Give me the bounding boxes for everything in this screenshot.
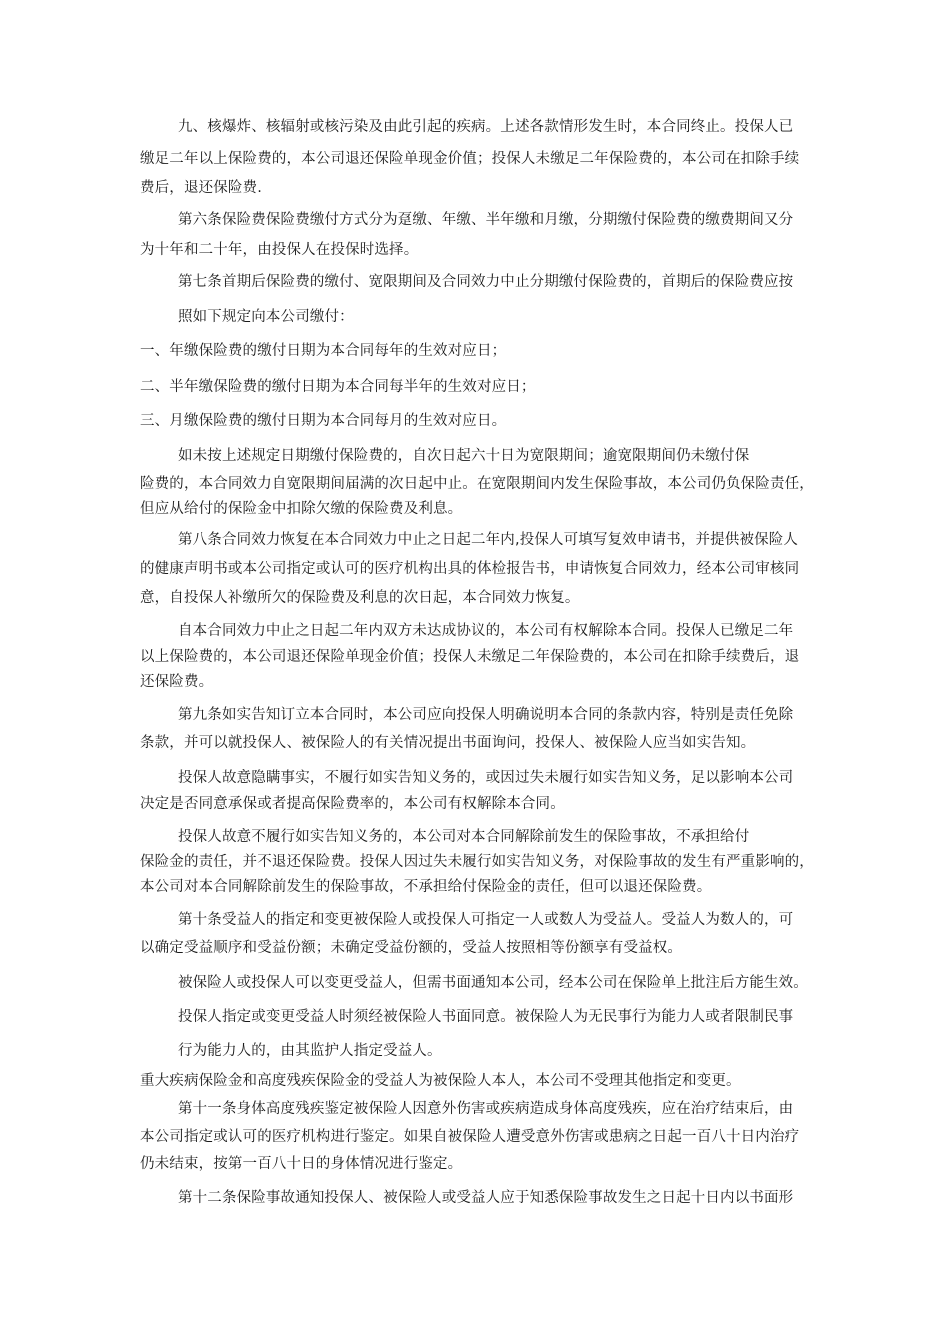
text-line: 照如下规定向本公司缴付： — [178, 309, 354, 325]
text-line: 三、月缴保险费的缴付日期为本合同每月的生效对应日。 — [140, 413, 507, 429]
text-line: 意，自投保人补缴所欠的保险费及利息的次日起，本合同效力恢复。 — [140, 590, 580, 606]
text-line: 第七条首期后保险费的缴付、宽限期间及合同效力中止分期缴付保险费的，首期后的保险费应按 — [178, 274, 794, 290]
text-line: 条款，并可以就投保人、被保险人的有关情况提出书面询问，投保人、被保险人应当如实告知。 — [140, 735, 756, 751]
text-line: 投保人故意不履行如实告知义务的，本公司对本合同解除前发生的保险事故，不承担给付 — [178, 829, 750, 845]
text-line: 为十年和二十年，由投保人在投保时选择。 — [140, 242, 419, 258]
text-line: 决定是否同意承保或者提高保险费率的，本公司有权解除本合同。 — [140, 796, 565, 812]
text-line: 二、半年缴保险费的缴付日期为本合同每半年的生效对应日； — [140, 379, 536, 395]
text-line: 重大疾病保险金和高度残疾保险金的受益人为被保险人本人，本公司不受理其他指定和变更。 — [140, 1073, 741, 1089]
text-line: 如未按上述规定日期缴付保险费的，自次日起六十日为宽限期间；逾宽限期间仍未缴付保 — [178, 448, 750, 464]
text-line: 九、核爆炸、核辐射或核污染及由此引起的疾病。上述各款情形发生时，本合同终止。投保人已 — [178, 119, 794, 135]
text-line: 投保人故意隐瞒事实，不履行如实告知义务的，或因过失未履行如实告知义务，足以影响本公司 — [178, 770, 794, 786]
text-line: 但应从给付的保险金中扣除欠缴的保险费及利息。 — [140, 501, 463, 517]
text-line: 以上保险费的，本公司退还保险单现金价值；投保人未缴足二年保险费的，本公司在扣除手续费后，退 — [140, 649, 800, 665]
text-line: 缴足二年以上保险费的，本公司退还保险单现金价值；投保人未缴足二年保险费的，本公司在扣除手续 — [140, 151, 800, 167]
text-line: 投保人指定或变更受益人时须经被保险人书面同意。被保险人为无民事行为能力人或者限制民事 — [178, 1009, 794, 1025]
text-line: 第十二条保险事故通知投保人、被保险人或受益人应于知悉保险事故发生之日起十日内以书面形 — [178, 1190, 794, 1206]
text-line: 第九条如实告知订立本合同时，本公司应向投保人明确说明本合同的条款内容，特别是责任免除 — [178, 707, 794, 723]
text-line: 本公司对本合同解除前发生的保险事故，不承担给付保险金的责任，但可以退还保险费。 — [140, 879, 712, 895]
text-line: 本公司指定或认可的医疗机构进行鉴定。如果自被保险人遭受意外伤害或患病之日起一百八十日内治疗 — [140, 1129, 800, 1145]
text-line: 自本合同效力中止之日起二年内双方未达成协议的，本公司有权解除本合同。投保人已缴足二年 — [178, 623, 794, 639]
text-line: 第十一条身体高度残疾鉴定被保险人因意外伤害或疾病造成身体高度残疾，应在治疗结束后，由 — [178, 1101, 794, 1117]
text-line: 第八条合同效力恢复在本合同效力中止之日起二年内,投保人可填写复效申请书，并提供被保险人 — [178, 532, 799, 548]
text-line: 被保险人或投保人可以变更受益人，但需书面通知本公司，经本公司在保险单上批注后方能生效。 — [178, 975, 808, 991]
text-line: 第十条受益人的指定和变更被保险人或投保人可指定一人或数人为受益人。受益人为数人的，可 — [178, 912, 794, 928]
text-line: 保险金的责任，并不退还保险费。投保人因过失未履行如实告知义务，对保险事故的发生有严重影响的， — [140, 854, 814, 870]
text-line: 仍未结束，按第一百八十日的身体情况进行鉴定。 — [140, 1156, 463, 1172]
text-line: 的健康声明书或本公司指定或认可的医疗机构出具的体检报告书，申请恢复合同效力，经本公司审核同 — [140, 561, 800, 577]
text-line: 费后，退还保险费. — [140, 180, 262, 196]
text-line: 行为能力人的，由其监护人指定受益人。 — [178, 1043, 442, 1059]
text-line: 第六条保险费保险费缴付方式分为趸缴、年缴、半年缴和月缴，分期缴付保险费的缴费期间又分 — [178, 212, 794, 228]
text-line: 一、年缴保险费的缴付日期为本合同每年的生效对应日； — [140, 343, 507, 359]
text-line: 险费的，本合同效力自宽限期间届满的次日起中止。在宽限期间内发生保险事故，本公司仍负保险责任， — [140, 476, 814, 492]
text-line: 还保险费。 — [140, 674, 214, 690]
text-line: 以确定受益顺序和受益份额；未确定受益份额的，受益人按照相等份额享有受益权。 — [140, 940, 683, 956]
